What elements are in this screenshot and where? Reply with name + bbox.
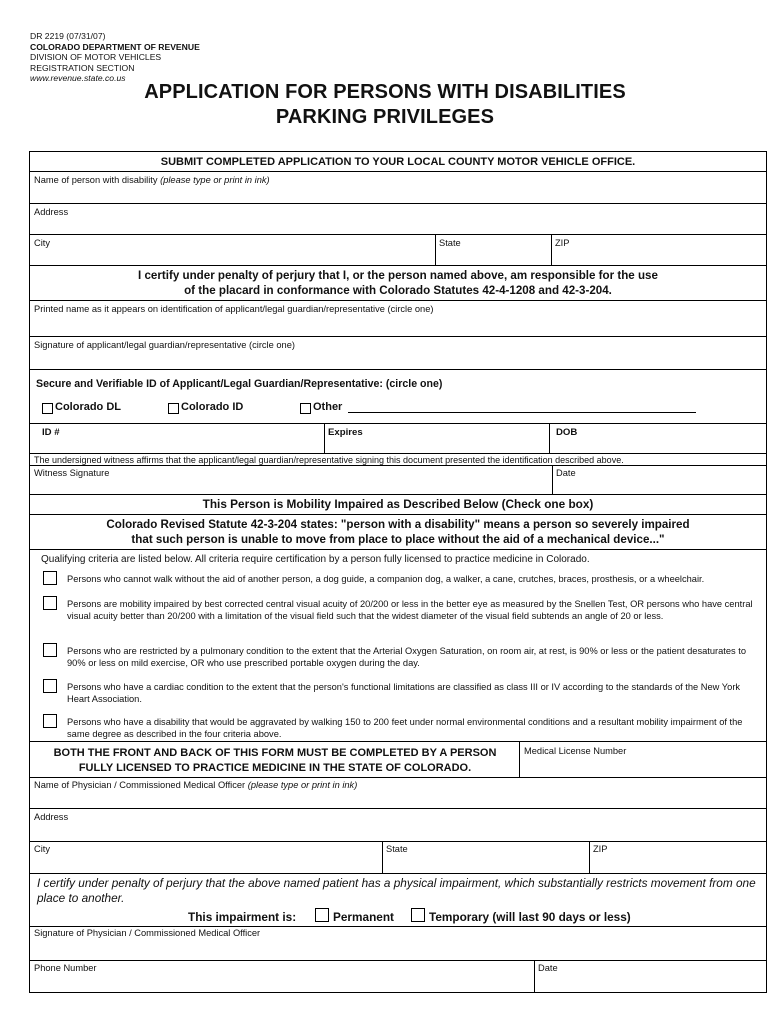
divider [30, 549, 766, 550]
divider [551, 234, 552, 265]
criterion-5-text: Persons who have a disability that would be aggravated by walking 150 to 200 feet under normal environmental conditions and a resultant mobility impairment of the same degree as described in the four criteria above. [67, 717, 743, 739]
divider [30, 300, 766, 301]
physician-date-label: Date [538, 963, 558, 973]
witness-statement: The undersigned witness affirms that the applicant/legal guardian/representative signing this document presented the identification described above. [34, 455, 624, 465]
divider [30, 960, 766, 961]
criterion-4-checkbox[interactable] [43, 679, 57, 693]
divider [589, 841, 590, 873]
physician-zip-field[interactable] [593, 844, 607, 855]
permanent-checkbox[interactable] [315, 908, 329, 922]
other-id-label: Other [313, 401, 343, 413]
divider [382, 841, 383, 873]
divider [30, 777, 766, 778]
physician-signature-label: Signature of Physician / Commissioned Medical Officer [34, 928, 261, 938]
phone-number-field[interactable] [34, 963, 97, 974]
applicant-city-field[interactable] [34, 238, 50, 249]
other-id-checkbox[interactable] [300, 403, 311, 414]
dob-field[interactable]: DOB [556, 427, 578, 438]
printed-name-field[interactable] [34, 304, 434, 315]
physician-date-field[interactable] [538, 963, 558, 974]
division-name: DIVISION OF MOTOR VEHICLES [30, 52, 162, 63]
divider [30, 808, 766, 809]
physician-zip-label: ZIP [593, 844, 608, 854]
physician-name-hint: (please type or print in ink) [247, 780, 358, 790]
page-title [0, 80, 770, 130]
medical-license-label: Medical License Number [524, 746, 627, 756]
colorado-dl-label: Colorado DL [55, 401, 121, 413]
divider [549, 423, 550, 453]
criterion-2-text: Persons are mobility impaired by best corrected central visual acuity of 20/200 or less in the better eye as measured by the Snellen Test, OR persons who have central visual acuity better than 20/200 with a limitation of the visual field such that the widest diameter of the visual field subtends an angle of 20 or less. [67, 599, 753, 621]
statute-line-2: that such person is unable to move from place to place without the aid of a mechanical device..." [131, 532, 665, 546]
divider [30, 265, 766, 266]
colorado-id-label: Colorado ID [181, 401, 244, 413]
statute-line-1: Colorado Revised Statute 42-3-204 states: "person with a disability" means a person so severely impaired [106, 518, 690, 531]
physician-notice [30, 746, 520, 776]
physician-address-field[interactable] [34, 812, 68, 823]
colorado-dl-checkbox[interactable] [42, 403, 53, 414]
physician-state-label: State [386, 844, 408, 854]
physician-certification: I certify under penalty of perjury that the above named patient has a physical impairment, which substantially restricts movement from one place to another. [37, 876, 756, 905]
physician-address-label: Address [34, 812, 69, 822]
divider [30, 841, 766, 842]
physician-name-label: Name of Physician / Commissioned Medical Officer [34, 780, 246, 790]
divider [552, 465, 553, 494]
divider [324, 423, 325, 453]
applicant-certification [30, 269, 766, 298]
criterion-1-text: Persons who cannot walk without the aid of another person, a dog guide, a companion dog, a walker, a cane, crutches, braces, prosthesis, or a wheelchair. [67, 574, 705, 584]
temporary-checkbox[interactable] [411, 908, 425, 922]
qualifying-criteria-intro: Qualifying criteria are listed below. All criteria require certification by a person fully licensed to practice medicine in Colorado. [41, 554, 590, 565]
applicant-zip-field[interactable] [555, 238, 569, 249]
expires-field[interactable]: Expires [328, 427, 363, 438]
applicant-state-field[interactable] [439, 238, 461, 249]
applicant-zip-label: ZIP [555, 238, 570, 248]
phone-number-label: Phone Number [34, 963, 97, 973]
title-line-1: APPLICATION FOR PERSONS WITH DISABILITIES [144, 81, 626, 103]
certify-line-1: I certify under penalty of perjury that I, or the person named above, am responsible for the use [138, 269, 658, 282]
witness-date-label: Date [556, 468, 576, 478]
physician-city-field[interactable] [34, 844, 50, 855]
applicant-address-field[interactable] [34, 207, 68, 218]
criterion-2-checkbox[interactable] [43, 596, 57, 610]
website: www.revenue.state.co.us [30, 73, 126, 84]
witness-date-field[interactable] [556, 468, 576, 479]
divider [30, 873, 766, 874]
physician-signature-field[interactable] [34, 928, 260, 939]
applicant-name-field[interactable] [34, 175, 270, 186]
divider [435, 234, 436, 265]
impairment-label: This impairment is: [188, 910, 297, 924]
divider [30, 494, 766, 495]
other-id-input-line[interactable] [348, 412, 696, 413]
applicant-state-label: State [439, 238, 461, 248]
id-heading: Secure and Verifiable ID of Applicant/Legal Guardian/Representative: (circle one) [36, 378, 443, 390]
printed-name-label: Printed name as it appears on identification of applicant/legal guardian/representative (circle one) [34, 304, 434, 314]
criterion-1-checkbox[interactable] [43, 571, 57, 585]
section-name: REGISTRATION SECTION [30, 62, 135, 73]
certify-line-2: of the placard in conformance with Colorado Statutes 42-4-1208 and 42-3-204. [184, 283, 612, 297]
divider [30, 741, 766, 742]
divider [519, 741, 520, 777]
department-name: COLORADO DEPARTMENT OF REVENUE [30, 41, 200, 52]
divider [30, 234, 766, 235]
colorado-id-checkbox[interactable] [168, 403, 179, 414]
witness-signature-field[interactable] [34, 468, 109, 479]
applicant-name-label: Name of person with disability [34, 175, 158, 185]
criterion-3-checkbox[interactable] [43, 643, 57, 657]
divider [30, 465, 766, 466]
applicant-address-label: Address [34, 207, 69, 217]
divider [30, 336, 766, 337]
criterion-5-checkbox[interactable] [43, 714, 57, 728]
witness-signature-label: Witness Signature [34, 468, 110, 478]
submit-banner: SUBMIT COMPLETED APPLICATION TO YOUR LOCAL COUNTY MOTOR VEHICLE OFFICE. [160, 156, 636, 168]
divider [30, 203, 766, 204]
applicant-city-label: City [34, 238, 51, 248]
title-line-2: PARKING PRIVILEGES [275, 106, 495, 128]
id-number-field[interactable]: ID # [42, 427, 60, 438]
physician-city-label: City [34, 844, 51, 854]
mobility-heading: This Person is Mobility Impaired as Described Below (Check one box) [202, 497, 594, 511]
form-number: DR 2219 (07/31/07) [30, 31, 106, 41]
physician-state-field[interactable] [386, 844, 408, 855]
physician-name-field[interactable] [34, 780, 357, 791]
medical-license-field[interactable] [524, 746, 626, 757]
divider [30, 453, 766, 454]
form-header [30, 31, 200, 84]
divider [534, 960, 535, 992]
divider [30, 369, 766, 370]
permanent-label: Permanent [333, 910, 394, 924]
divider [30, 926, 766, 927]
physician-notice-line-1: BOTH THE FRONT AND BACK OF THIS FORM MUST BE COMPLETED BY A PERSON [53, 747, 497, 759]
applicant-name-hint: (please type or print in ink) [160, 175, 270, 185]
criterion-4-text: Persons who have a cardiac condition to the extent that the person's functional limitations are classified as class III or IV according to the standards of the New York Heart Association. [67, 682, 741, 704]
physician-notice-line-2: FULLY LICENSED TO PRACTICE MEDICINE IN THE STATE OF COLORADO. [78, 762, 472, 774]
criterion-3-text: Persons who are restricted by a pulmonary condition to the extent that the Arterial Oxygen Saturation, on room air, at rest, is 90% or less or the patient desaturates to 90% or less on mild exercise, OR who use prescribed portable oxygen during the day. [67, 646, 747, 668]
divider [30, 423, 766, 424]
statute-quote [30, 518, 766, 547]
temporary-label: Temporary (will last 90 days or less) [429, 910, 631, 924]
application-form [29, 151, 767, 993]
divider [30, 514, 766, 515]
applicant-signature-label: Signature of applicant/legal guardian/representative (circle one) [34, 340, 295, 350]
divider [30, 171, 766, 172]
applicant-signature-field[interactable] [34, 340, 295, 351]
